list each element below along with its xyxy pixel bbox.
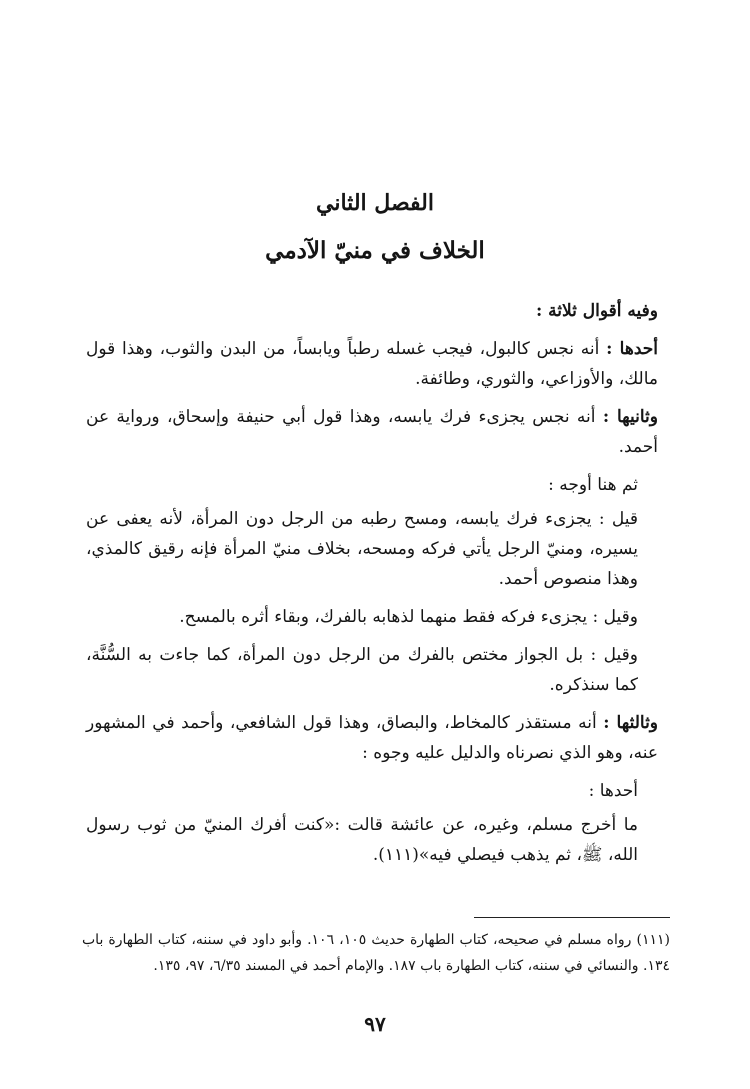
paragraph-text: أنه نجس يجزىء فرك يابسه، وهذا قول أبي حنيفة وإسحاق، ورواية عن أحمد. (86, 407, 658, 457)
paragraph-aspects-intro: ثم هنا أوجه : (548, 475, 638, 495)
chapter-heading: الفصل الثاني (316, 190, 434, 216)
paragraph-second-opinion (86, 402, 658, 462)
paragraph-text: أنه مستقذر كالمخاط، والبصاق، وهذا قول الشافعي، وأحمد في المشهور عنه، وهو الذي نصرناه والدليل عليه وجوه : (86, 713, 658, 763)
paragraph-evidence-heading: أحدها : (588, 781, 638, 801)
paragraph-lead: وثالثها : (603, 713, 659, 733)
paragraph-third-opinion (86, 708, 658, 768)
intro-line: وفيه أقوال ثلاثة : (535, 301, 658, 321)
paragraph-aspect-one: قيل : يجزىء فرك يابسه، ومسح رطبه من الرجل دون المرأة، لأنه يعفى عن يسيره، ومنيّ الرجل يأتي فركه ومسحه، بخلاف منيّ المرأة فإنه رقيق كالمذي، وهذا منصوص أحمد. (86, 509, 638, 589)
footnote: (١١١) رواه مسلم في صحيحه، كتاب الطهارة حديث ١٠٥، ١٠٦. وأبو داود في سننه، كتاب الطهارة باب ١٣٤. والنسائي في سننه، كتاب الطهارة باب ١٨٧. والإمام أحمد في المسند ٦/٣٥، ٩٧، ١٣٥. (82, 932, 670, 974)
paragraph-text: أنه نجس كالبول، فيجب غسله رطباً ويابساً، من البدن والثوب، وهذا قول مالك، والأوزاعي، والثوري، وطائفة. (86, 339, 658, 389)
paragraph-lead: وثانيها : (602, 407, 658, 427)
paragraph-aspect-three: وقيل : بل الجواز مختص بالفرك من الرجل دون المرأة، كما جاءت به السُّنَّة، كما سنذكره. (86, 645, 638, 695)
body-text (86, 296, 658, 878)
footnote-divider (474, 917, 670, 918)
paragraph-aspect-two: وقيل : يجزىء فركه فقط منهما لذهابه بالفرك، وبقاء أثره بالمسح. (179, 607, 638, 627)
page-number: ٩٧ (364, 1012, 386, 1036)
section-title: الخلاف في منيّ الآدمي (265, 237, 485, 264)
paragraph-hadith: ما أخرج مسلم، وغيره، عن عائشة قالت :«كنت أفرك المنيّ من ثوب رسول الله، ﷺ، ثم يذهب فيصلي فيه»(١١١). (86, 815, 638, 865)
paragraph-first-opinion (86, 334, 658, 394)
paragraph-lead: أحدها : (606, 339, 658, 359)
